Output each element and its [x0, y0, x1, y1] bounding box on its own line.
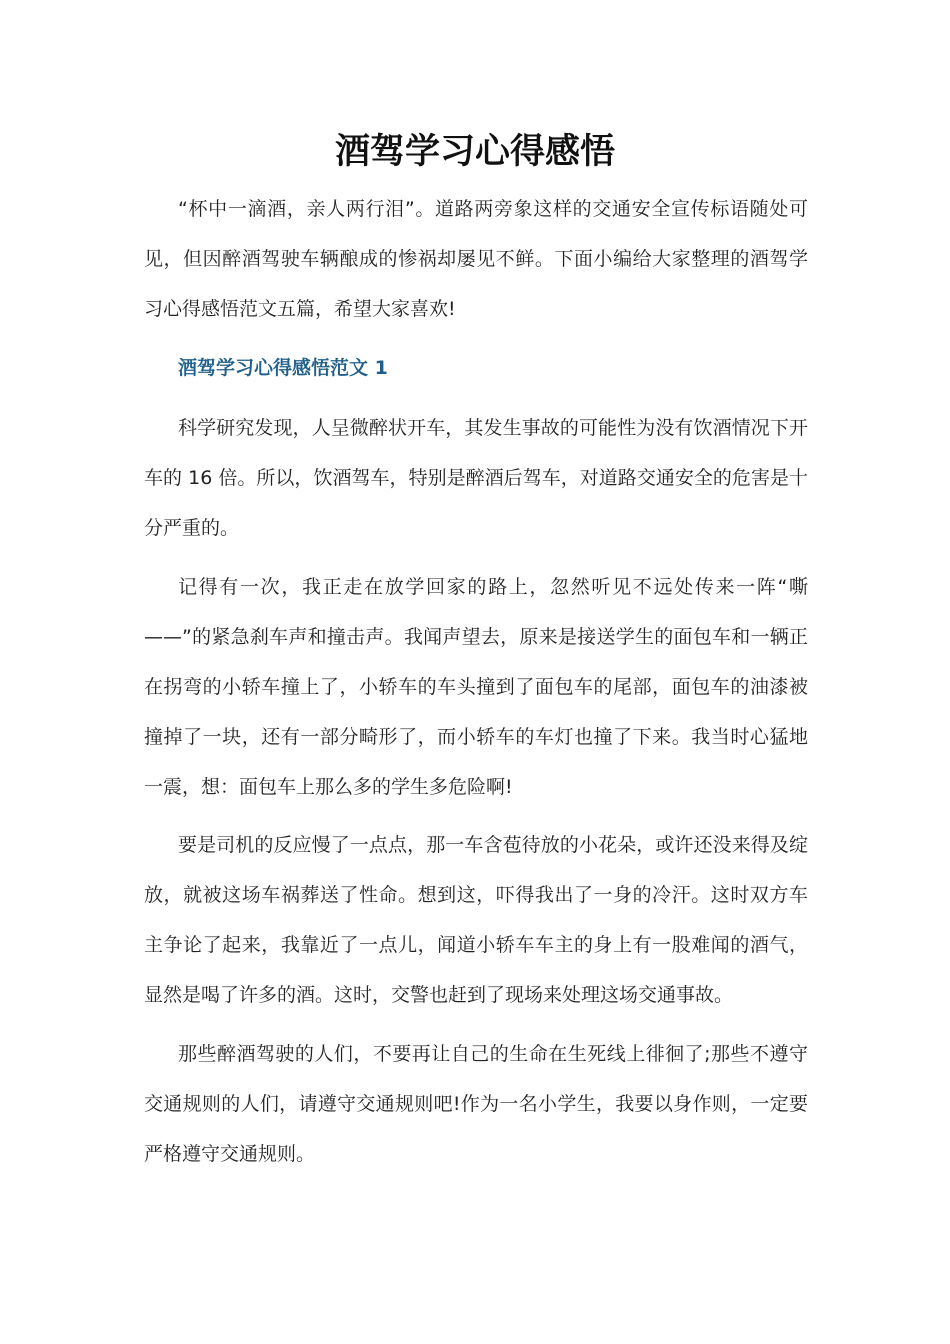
body-paragraph-4: 那些醉酒驾驶的人们，不要再让自己的生命在生死线上徘徊了;那些不遵守交通规则的人们，请遵守交通规则吧!作为一名小学生，我要以身作则，一定要严格遵守交通规则。 [144, 1043, 808, 1165]
section-heading: 酒驾学习心得感悟范文 1 [178, 357, 388, 379]
document-title: 酒驾学习心得感悟 [334, 132, 615, 172]
intro-paragraph: “杯中一滴酒，亲人两行泪”。道路两旁象这样的交通安全宣传标语随处可见，但因醉酒驾驶车辆酿成的惨祸却屡见不鲜。下面小编给大家整理的酒驾学习心得感悟范文五篇，希望大家喜欢! [144, 198, 808, 320]
body-paragraph-3: 要是司机的反应慢了一点点，那一车含苞待放的小花朵，或许还没来得及绽放，就被这场车祸葬送了性命。想到这，吓得我出了一身的冷汗。这时双方车主争论了起来，我靠近了一点儿，闻道小轿车车主的身上有一股难闻的酒气，显然是喝了许多的酒。这时，交警也赶到了现场来处理这场交通事故。 [144, 834, 808, 1006]
body-paragraph-1: 科学研究发现，人呈微醉状开车，其发生事故的可能性为没有饮酒情况下开车的 16 倍。所以，饮酒驾车，特别是醉酒后驾车，对道路交通安全的危害是十分严重的。 [144, 417, 808, 539]
body-paragraph-2: 记得有一次，我正走在放学回家的路上，忽然听见不远处传来一阵“嘶——”的紧急刹车声和撞击声。我闻声望去，原来是接送学生的面包车和一辆正在拐弯的小轿车撞上了，小轿车的车头撞到了面包车的尾部，面包车的油漆被撞掉了一块，还有一部分畸形了，而小轿车的车灯也撞了下来。我当时心猛地一震，想：面包车上那么多的学生多危险啊! [144, 576, 808, 798]
